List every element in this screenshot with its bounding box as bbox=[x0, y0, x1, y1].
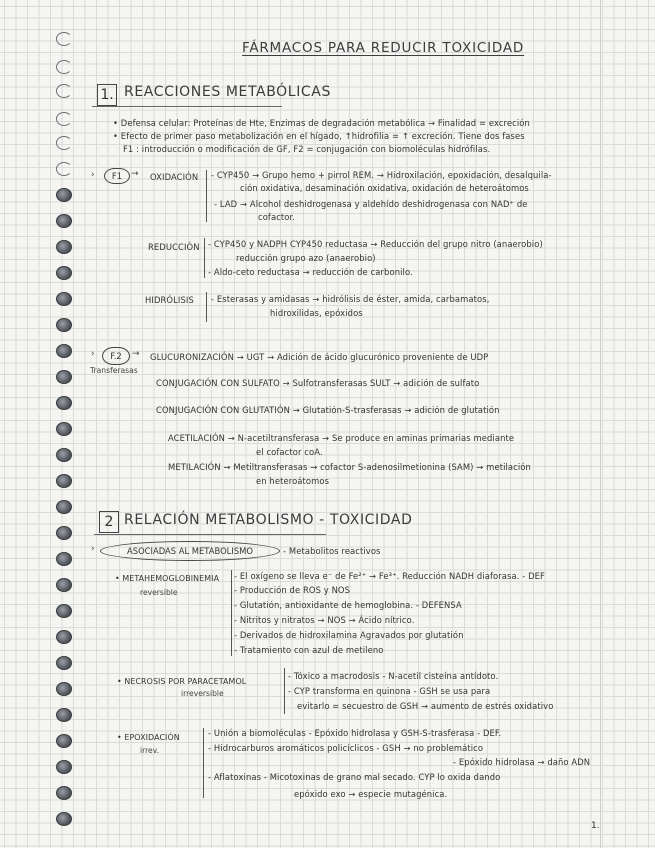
f2-line: CONJUGACIÓN CON GLUTATIÓN → Glutatión-S-trasferasas → adición de glutatión bbox=[156, 405, 500, 415]
arrow-icon: → bbox=[131, 169, 139, 179]
f2-line: METILACIÓN → Metiltransferasas → cofactor S-adenosilmetionina (SAM) → metilación bbox=[168, 462, 531, 472]
bracket-line bbox=[206, 292, 207, 322]
binding-ring bbox=[56, 84, 72, 98]
arrow-icon: → bbox=[132, 349, 140, 359]
binding-ring bbox=[56, 448, 72, 462]
oxidacion-line: ción oxidativa, desaminación oxidativa, oxidación de heteroátomos bbox=[240, 183, 529, 193]
binding-ring bbox=[56, 812, 72, 826]
section-underline bbox=[94, 534, 326, 535]
bracket-line bbox=[203, 728, 204, 798]
f2-line: ACETILACIÓN → N-acetiltransferasa → Se produce en aminas primarias mediante bbox=[168, 433, 515, 443]
bullet-line: • Efecto de primer paso metabolización en el hígado, ↑hidrofilia = ↑ excreción. Tiene dos fases bbox=[113, 131, 525, 141]
epoxidacion-line: - Aflatoxinas - Micotoxinas de grano mal secado. CYP lo oxida dando bbox=[208, 772, 501, 782]
binding-ring bbox=[56, 656, 72, 670]
epoxidacion-sub: irrev. bbox=[140, 746, 160, 755]
epoxidacion-line: - Hidrocarburos aromáticos policíclicos - GSH → no problemático bbox=[208, 743, 484, 753]
margin-line bbox=[600, 0, 601, 848]
epoxidacion-line: - Unión a biomoléculas - Epóxido hidrolasa y GSH-S-trasferasa - DEF. bbox=[208, 728, 502, 738]
arrow-icon: › bbox=[91, 170, 95, 180]
page-number: 1. bbox=[591, 821, 600, 831]
section-underline bbox=[92, 106, 282, 107]
section-number: 1. bbox=[97, 84, 117, 106]
oxidacion-line: - LAD → Alcohol deshidrogenasa y aldehído deshidrogenasa con NAD⁺ de bbox=[214, 199, 528, 209]
metahemo-line: - El oxígeno se lleva e⁻ de Fe²⁺ → Fe³⁺. Reducción NADH diaforasa. - DEF bbox=[234, 571, 545, 581]
asociadas-suffix: - Metabolitos reactivos bbox=[283, 546, 381, 556]
oxidacion-label: OXIDACIÓN bbox=[150, 172, 199, 182]
binding-ring bbox=[56, 188, 72, 202]
reduccion-line: - Aldo-ceto reductasa → reducción de carbonilo. bbox=[208, 267, 413, 277]
bracket-line bbox=[206, 170, 207, 222]
section-number: 2 bbox=[99, 511, 119, 533]
asociadas-label: ASOCIADAS AL METABOLISMO bbox=[100, 541, 280, 561]
metahemo-line: - Producción de ROS y NOS bbox=[234, 585, 351, 595]
necrosis-label: • NECROSIS POR PARACETAMOL bbox=[117, 677, 247, 686]
arrow-icon: › bbox=[91, 544, 95, 554]
metahemo-label: • METAHEMOGLOBINEMIA bbox=[115, 574, 220, 583]
binding-ring bbox=[56, 526, 72, 540]
binding-ring bbox=[56, 786, 72, 800]
bullet-line: F1 : introducción o modificación de GF, F2 = conjugación con biomoléculas hidrófilas. bbox=[123, 144, 491, 154]
binding-ring bbox=[56, 708, 72, 722]
binding-ring bbox=[56, 760, 72, 774]
reduccion-line: reducción grupo azo (anaerobio) bbox=[236, 253, 376, 263]
metahemo-line: - Derivados de hidroxilamina Agravados por glutatión bbox=[234, 630, 464, 640]
section-title: RELACIÓN METABOLISMO - TOXICIDAD bbox=[124, 512, 413, 528]
f1-label: F1 bbox=[104, 168, 130, 184]
f2-line: GLUCURONIZACIÓN → UGT → Adición de ácido glucurónico proveniente de UDP bbox=[150, 352, 489, 362]
f2-label: F.2 bbox=[102, 347, 130, 365]
arrow-icon: › bbox=[91, 349, 95, 359]
binding-ring bbox=[56, 396, 72, 410]
metahemo-sub: reversible bbox=[140, 588, 178, 597]
reduccion-label: REDUCCIÓN bbox=[148, 242, 200, 252]
page-title: FÁRMACOS PARA REDUCIR TOXICIDAD bbox=[242, 40, 525, 56]
binding-ring bbox=[56, 552, 72, 566]
hidrolisis-label: HIDRÓLISIS bbox=[145, 295, 194, 305]
bracket-line bbox=[284, 668, 285, 714]
binding-ring bbox=[56, 630, 72, 644]
f2-line: el cofactor coA. bbox=[256, 447, 323, 457]
binding-ring bbox=[56, 604, 72, 618]
necrosis-line: evitarlo = secuestro de GSH → aumento de estrés oxidativo bbox=[297, 701, 554, 711]
binding-ring bbox=[56, 370, 72, 384]
hidrolisis-line: hidroxilidas, epóxidos bbox=[270, 308, 363, 318]
oxidacion-line: - CYP450 → Grupo hemo + pirrol REM. → Hidroxilación, epoxidación, desalquila- bbox=[211, 170, 552, 180]
necrosis-line: - Tóxico a macrodosis - N-acetil cisteína antídoto. bbox=[288, 671, 499, 681]
binding-ring bbox=[56, 682, 72, 696]
binding-ring bbox=[56, 578, 72, 592]
binding-ring bbox=[56, 112, 72, 126]
hidrolisis-line: - Esterasas y amidasas → hidrólisis de éster, amida, carbamatos, bbox=[211, 294, 490, 304]
reduccion-line: - CYP450 y NADPH CYP450 reductasa → Reducción del grupo nitro (anaerobio) bbox=[208, 239, 543, 249]
f2-line: en heteroátomos bbox=[256, 476, 330, 486]
binding-ring bbox=[56, 422, 72, 436]
binding-ring bbox=[56, 292, 72, 306]
f2-sub: Transferasas bbox=[90, 366, 138, 375]
binding-ring bbox=[56, 162, 72, 176]
metahemo-line: - Nitritos y nitratos → NOS → Ácido nítrico. bbox=[234, 615, 415, 625]
binding-ring bbox=[56, 136, 72, 150]
binding-ring bbox=[56, 32, 72, 46]
section-title: REACCIONES METABÓLICAS bbox=[124, 84, 331, 100]
binding-ring bbox=[56, 500, 72, 514]
metahemo-line: - Glutatión, antioxidante de hemoglobina. - DEFENSA bbox=[234, 600, 462, 610]
bracket-line bbox=[204, 238, 205, 278]
necrosis-sub: irreversible bbox=[181, 689, 224, 698]
epoxidacion-label: • EPOXIDACIÓN bbox=[117, 733, 180, 742]
metahemo-line: - Tratamiento con azul de metileno bbox=[234, 645, 384, 655]
necrosis-line: - CYP transforma en quinona - GSH se usa para bbox=[288, 686, 491, 696]
bracket-line bbox=[231, 570, 232, 656]
binding-ring bbox=[56, 734, 72, 748]
binding-ring bbox=[56, 318, 72, 332]
epoxidacion-line: epóxido exo → especie mutagénica. bbox=[294, 789, 448, 799]
binding-ring bbox=[56, 214, 72, 228]
binding-ring bbox=[56, 474, 72, 488]
f2-line: CONJUGACIÓN CON SULFATO → Sulfotransferasas SULT → adición de sulfato bbox=[156, 378, 480, 388]
bullet-line: • Defensa celular: Proteínas de Hte, Enzimas de degradación metabólica → Finalidad = excreción bbox=[113, 118, 530, 128]
binding-ring bbox=[56, 344, 72, 358]
binding-ring bbox=[56, 240, 72, 254]
binding-ring bbox=[56, 60, 72, 74]
binding-ring bbox=[56, 266, 72, 280]
epoxidacion-line: - Epóxido hidrolasa → daño ADN bbox=[453, 757, 591, 767]
oxidacion-line: cofactor. bbox=[258, 212, 296, 222]
